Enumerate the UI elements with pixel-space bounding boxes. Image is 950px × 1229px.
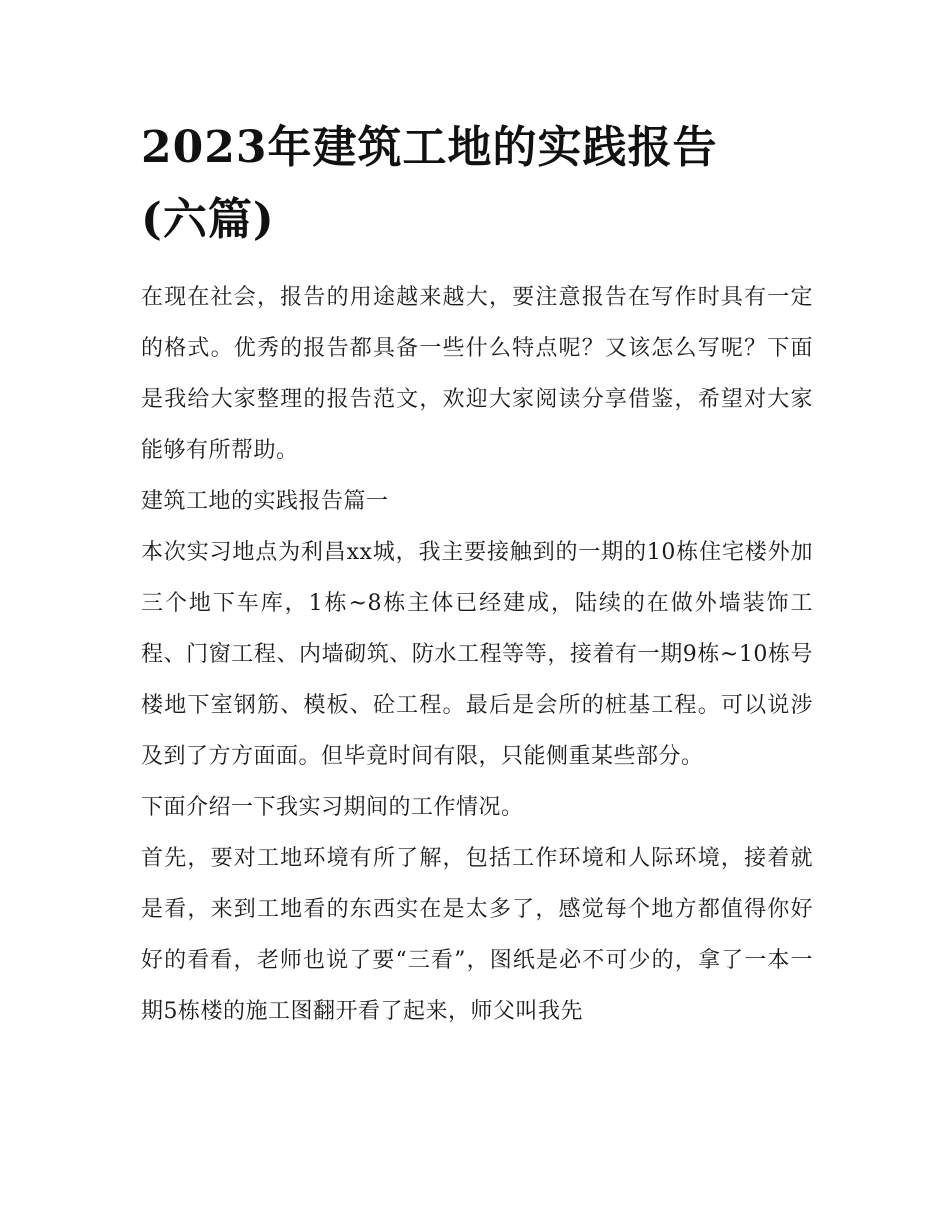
intro-paragraph: 在现在社会，报告的用途越来越大，要注意报告在写作时具有一定的格式。优秀的报告都具备一些什么特点呢？又该怎么写呢？下面是我给大家整理的报告范文，欢迎大家阅读分享借鉴，希望对大家能够有所帮助。 xyxy=(141,285,813,463)
body-paragraph: 首先，要对工地环境有所了解，包括工作环境和人际环境，接着就是看，来到工地看的东西实在是太多了，感觉每个地方都值得你好好的看看，老师也说了要“三看”，图纸是必不可少的，拿了一本一期5栋楼的施工图翻开看了起来，师父叫我先 xyxy=(141,846,813,1024)
body-paragraph: 本次实习地点为利昌xx城，我主要接触到的一期的10栋住宅楼外加三个地下车库，1栋~8栋主体已经建成，陆续的在做外墙装饰工程、门窗工程、内墙砌筑、防水工程等等，接着有一期9栋~10栋号楼地下室钢筋、模板、砼工程。最后是会所的桩基工程。可以说涉及到了方方面面。但毕竟时间有限，只能侧重某些部分。 xyxy=(141,540,813,769)
section-heading: 建筑工地的实践报告篇一 xyxy=(141,489,389,514)
document-page xyxy=(141,112,813,1037)
document-body xyxy=(141,272,813,1037)
title-line-1: 2023年建筑工地的实践报告 xyxy=(141,122,718,173)
title-line-2: (六篇) xyxy=(141,194,275,245)
document-title xyxy=(141,112,813,256)
body-paragraph: 下面介绍一下我实习期间的工作情况。 xyxy=(141,795,524,820)
